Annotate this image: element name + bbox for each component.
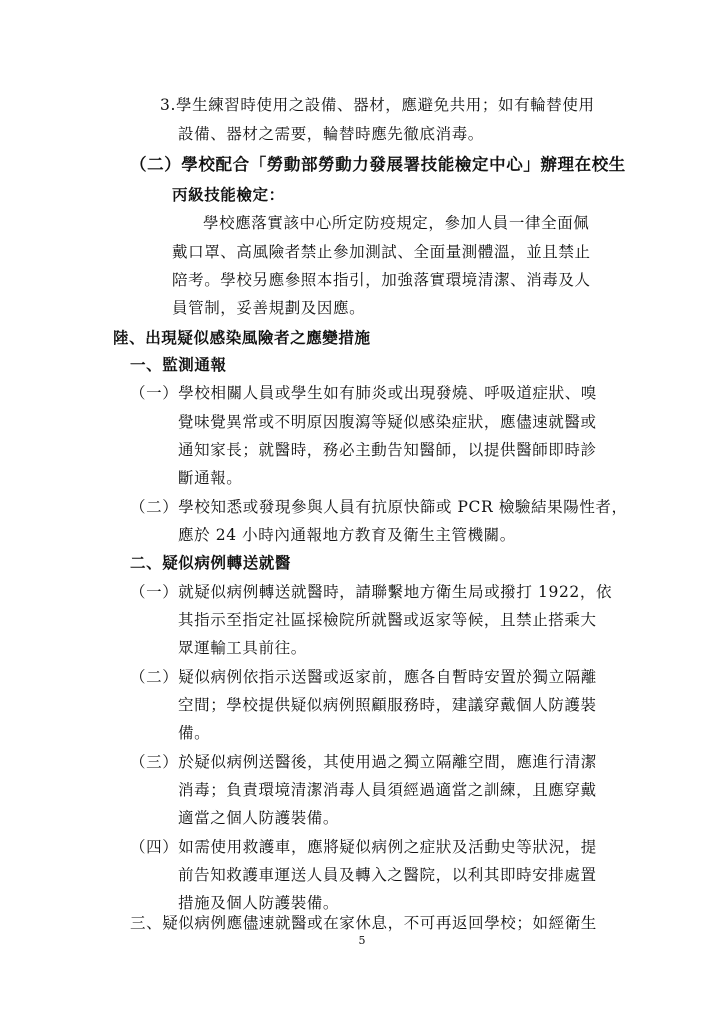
text-line: 學校應落實該中心所定防疫規定，參加人員一律全面佩 xyxy=(203,214,590,232)
text-line: 設備、器材之需要，輪替時應先徹底消毒。 xyxy=(178,125,484,143)
text-line: 斷通報。 xyxy=(178,469,243,487)
text-line: （一）就疑似病例轉送就醫時，請聯繫地方衛生局或撥打 1922，依 xyxy=(130,583,613,601)
section-heading: 丙級技能檢定： xyxy=(172,185,285,204)
text-line: 陪考。學校另應參照本指引，加強落實環境清潔、消毒及人 xyxy=(172,271,591,289)
text-line: （三）於疑似病例送醫後，其使用過之獨立隔離空間，應進行清潔 xyxy=(130,753,597,771)
text-line: 覺味覺異常或不明原因腹瀉等疑似感染症狀，應儘速就醫或 xyxy=(178,413,597,431)
text-line: 員管制，妥善規劃及因應。 xyxy=(172,299,366,317)
text-line: （二）疑似病例依指示送醫或返家前，應各自暫時安置於獨立隔離 xyxy=(130,668,597,686)
text-line: （一）學校相關人員或學生如有肺炎或出現發燒、呼吸道症狀、嗅 xyxy=(130,384,597,402)
page-number: 5 xyxy=(358,934,366,947)
text-line: （二）學校知悉或發現參與人員有抗原快篩或 PCR 檢驗結果陽性者， xyxy=(130,498,628,516)
text-line: 應於 24 小時內通報地方教育及衛生主管機關。 xyxy=(178,526,516,544)
section-heading: 二、疑似病例轉送就醫 xyxy=(130,553,292,572)
text-line: 空間；學校提供疑似病例照顧服務時，建議穿戴個人防護裝 xyxy=(178,696,597,714)
text-line: （四）如需使用救護車，應將疑似病例之症狀及活動史等狀況，提 xyxy=(130,838,597,856)
text-line: 適當之個人防護裝備。 xyxy=(178,809,340,827)
text-line: 其指示至指定社區採檢院所就醫或返家等候，且禁止搭乘大 xyxy=(178,611,597,629)
text-line: 措施及個人防護裝備。 xyxy=(178,894,340,912)
text-line: 備。 xyxy=(178,724,211,742)
text-line: 眾運輸工具前往。 xyxy=(178,639,307,657)
text-line: 3.學生練習時使用之設備、器材，應避免共用；如有輪替使用 xyxy=(160,96,595,114)
section-heading: （二）學校配合「勞動部勞動力發展署技能檢定中心」辦理在校生 xyxy=(130,155,626,174)
text-line: 前告知救護車運送人員及轉入之醫院，以利其即時安排處置 xyxy=(178,866,597,884)
chapter-heading: 陸、出現疑似感染風險者之應變措施 xyxy=(113,328,371,347)
section-heading: 一、監測通報 xyxy=(130,355,227,374)
text-line: 通知家長；就醫時，務必主動告知醫師，以提供醫師即時診 xyxy=(178,441,597,459)
text-line: 消毒；負責環境清潔消毒人員須經過適當之訓練，且應穿戴 xyxy=(178,781,597,799)
text-line: 三、疑似病例應儘速就醫或在家休息，不可再返回學校；如經衛生 xyxy=(130,914,597,932)
text-line: 戴口罩、高風險者禁止參加測試、全面量測體溫，並且禁止 xyxy=(172,243,591,261)
